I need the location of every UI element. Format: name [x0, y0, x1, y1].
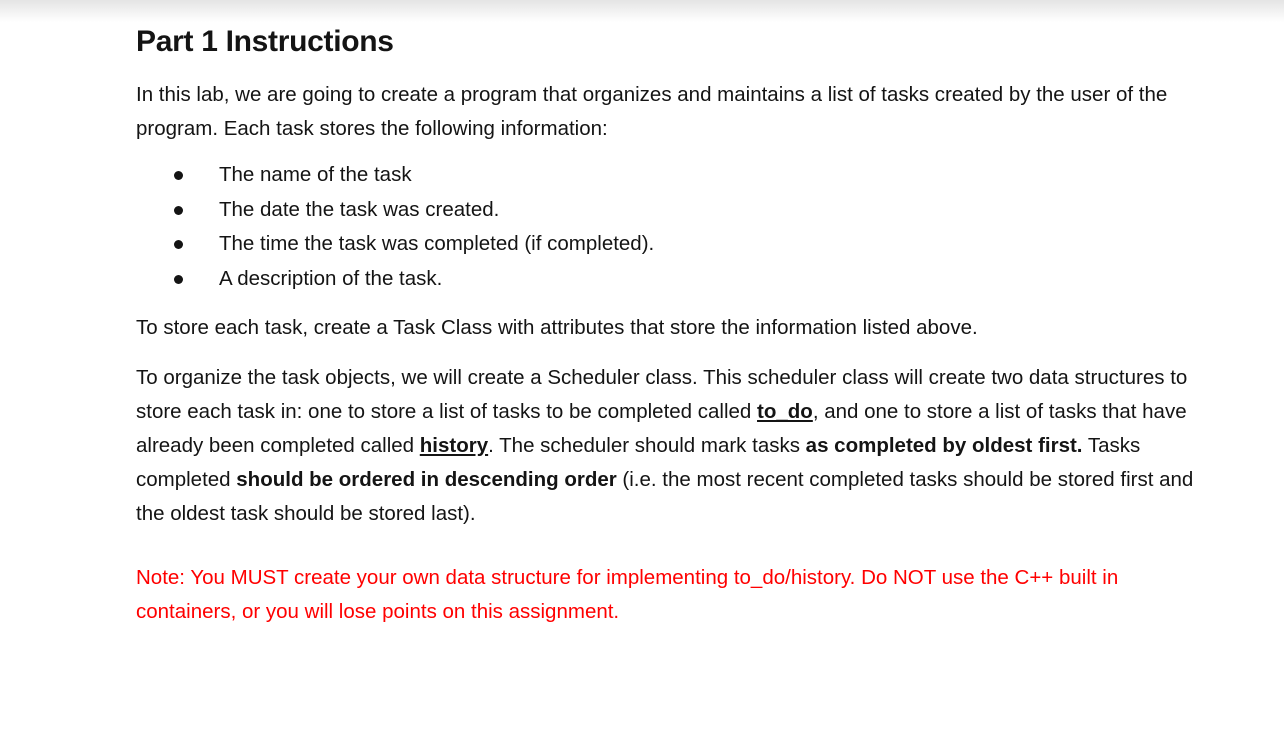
bullet-dot-icon [174, 275, 183, 284]
page-title: Part 1 Instructions [136, 25, 394, 58]
document-page [136, 22, 1216, 629]
to-do-term: to_do [757, 400, 813, 423]
emphasis-oldest-first: as completed by oldest first. [805, 434, 1083, 457]
list-item: A description of the task. [136, 262, 1216, 297]
emphasis-descending-order: should be ordered in descending order [236, 468, 617, 491]
bullet-dot-icon [174, 206, 183, 215]
top-shadow [0, 0, 1284, 22]
task-class-paragraph: To store each task, create a Task Class with attributes that store the information listed above. [136, 316, 978, 339]
list-item: The name of the task [136, 158, 1216, 193]
warning-note: Note: You MUST create your own data structure for implementing to_do/history. Do NOT use the C++ built in containers, or you will lose points on this assignment. [136, 566, 1119, 623]
history-term: history [419, 434, 489, 457]
intro-paragraph: In this lab, we are going to create a program that organizes and maintains a list of tasks created by the user of the program. Each task stores the following information: [136, 83, 1168, 140]
bullet-dot-icon [174, 240, 183, 249]
list-item: The time the task was completed (if completed). [136, 227, 1216, 262]
bullet-dot-icon [174, 171, 183, 180]
scheduler-paragraph: To organize the task objects, we will create a Scheduler class. This scheduler class will create two data structures to store each task in: one to store a list of tasks to be completed called to_do, and one to store a list of tasks that have already been completed called history. The scheduler should mark tasks as completed by oldest first. Tasks completed should be ordered in descending order (i.e. the most recent completed tasks should be stored first and the oldest task should be stored last). [136, 366, 1194, 525]
info-list [136, 158, 1216, 296]
list-item: The date the task was created. [136, 193, 1216, 228]
